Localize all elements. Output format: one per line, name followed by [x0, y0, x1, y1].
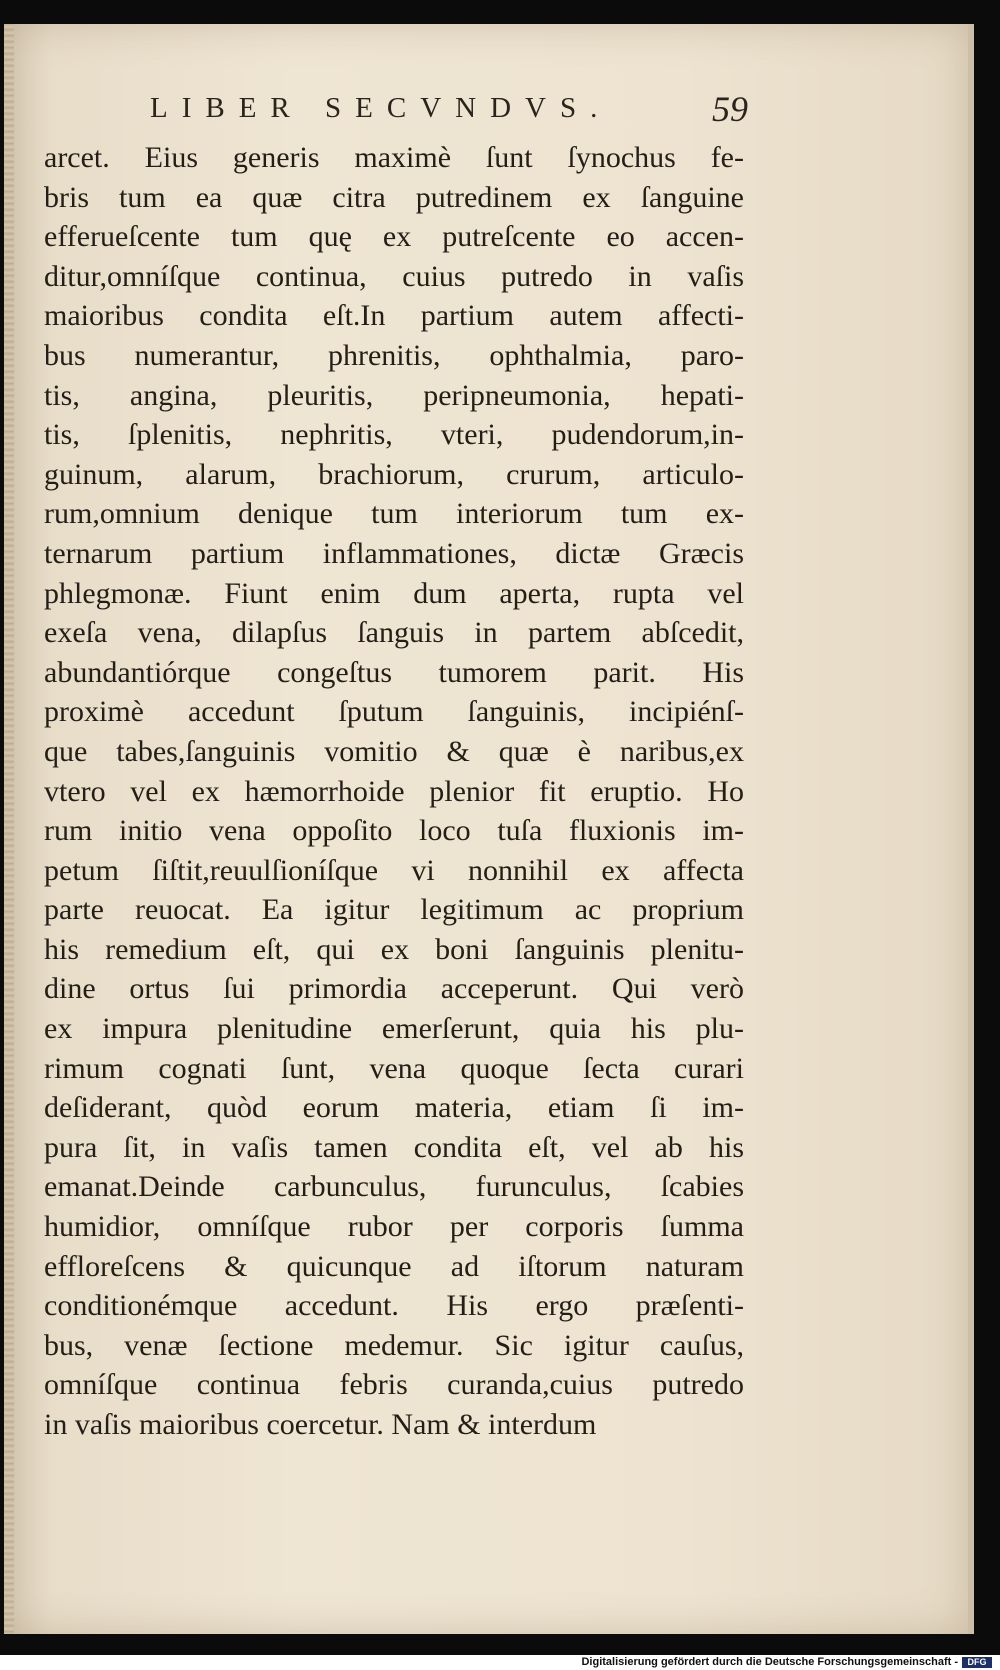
text-line: rimum cognati ſunt, vena quoque ſecta curari: [44, 1051, 744, 1085]
text-line: parte reuocat. Ea igitur legitimum ac proprium: [44, 893, 744, 927]
text-line: ditur,omníſque continua, cuius putredo in vaſis: [44, 259, 744, 293]
text-line: rum,omnium denique tum interiorum tum ex-: [44, 497, 744, 531]
text-line: dine ortus ſui primordia acceperunt. Qui verò: [44, 972, 744, 1006]
text-line: exeſa vena, dilapſus ſanguis in partem abſcedit,: [44, 616, 744, 650]
text-line: humidior, omníſque rubor per corporis ſumma: [44, 1210, 744, 1244]
text-line: phlegmonæ. Fiunt enim dum aperta, rupta vel: [44, 576, 744, 610]
text-line: in vaſis maioribus coercetur. Nam & interdum: [44, 1408, 597, 1441]
text-line: petum ſiſtit,reuulſioníſque vi nonnihil ex affecta: [44, 853, 744, 887]
page-number: 59: [712, 89, 748, 129]
text-line: ternarum partium inflammationes, dictæ Græcis: [44, 536, 744, 570]
text-line: rum initio vena oppoſito loco tuſa fluxionis im-: [44, 814, 744, 848]
text-line: que tabes,ſanguinis vomitio & quæ è naribus,ex: [44, 734, 744, 768]
text-line: vtero vel ex hæmorrhoide plenior fit eruptio. Ho: [44, 774, 744, 808]
text-line: deſiderant, quòd eorum materia, etiam ſi im-: [44, 1091, 744, 1125]
text-line: maioribus condita eſt.In partium autem affecti-: [44, 299, 744, 333]
text-line: guinum, alarum, brachiorum, crurum, articulo-: [44, 457, 744, 491]
dfg-logo: DFG: [962, 1657, 992, 1668]
text-line: conditionémque accedunt. His ergo præſenti-: [44, 1289, 744, 1323]
text-line: effloreſcens & quicunque ad iſtorum naturam: [44, 1249, 744, 1283]
page-gutter-edge: [4, 24, 14, 1634]
digitization-credit: Digitalisierung gefördert durch die Deutsche Forschungsgemeinschaft -: [581, 1656, 958, 1668]
text-line: tis, angina, pleuritis, peripneumonia, hepati-: [44, 378, 744, 412]
text-line: abundantiórque congeſtus tumorem parit. His: [44, 655, 744, 689]
text-line: proximè accedunt ſputum ſanguinis, incipiénſ-: [44, 695, 744, 729]
text-line: pura ſit, in vaſis tamen condita eſt, vel ab his: [44, 1130, 744, 1164]
text-line: his remedium eſt, qui ex boni ſanguinis plenitu-: [44, 932, 744, 966]
text-line: bus numerantur, phrenitis, ophthalmia, paro-: [44, 338, 744, 372]
text-line: emanat.Deinde carbunculus, furunculus, ſcabies: [44, 1170, 744, 1204]
text-line: tis, ſplenitis, nephritis, vteri, pudendorum,in-: [44, 418, 744, 452]
text-block: [44, 138, 744, 1445]
text-line: bris tum ea quæ citra putredinem ex ſanguine: [44, 180, 744, 214]
text-line: omníſque continua febris curanda,cuius putredo: [44, 1368, 744, 1402]
text-line: arcet. Eius generis maximè ſunt ſynochus fe-: [44, 141, 744, 174]
text-line: ex impura plenitudine emerſerunt, quia his plu-: [44, 1012, 744, 1046]
text-line: bus, venæ ſectione medemur. Sic igitur cauſus,: [44, 1328, 744, 1362]
text-line: efferueſcente tum quę ex putreſcente eo accen-: [44, 220, 744, 254]
running-head: LIBER SECVNDVS.: [150, 92, 612, 124]
